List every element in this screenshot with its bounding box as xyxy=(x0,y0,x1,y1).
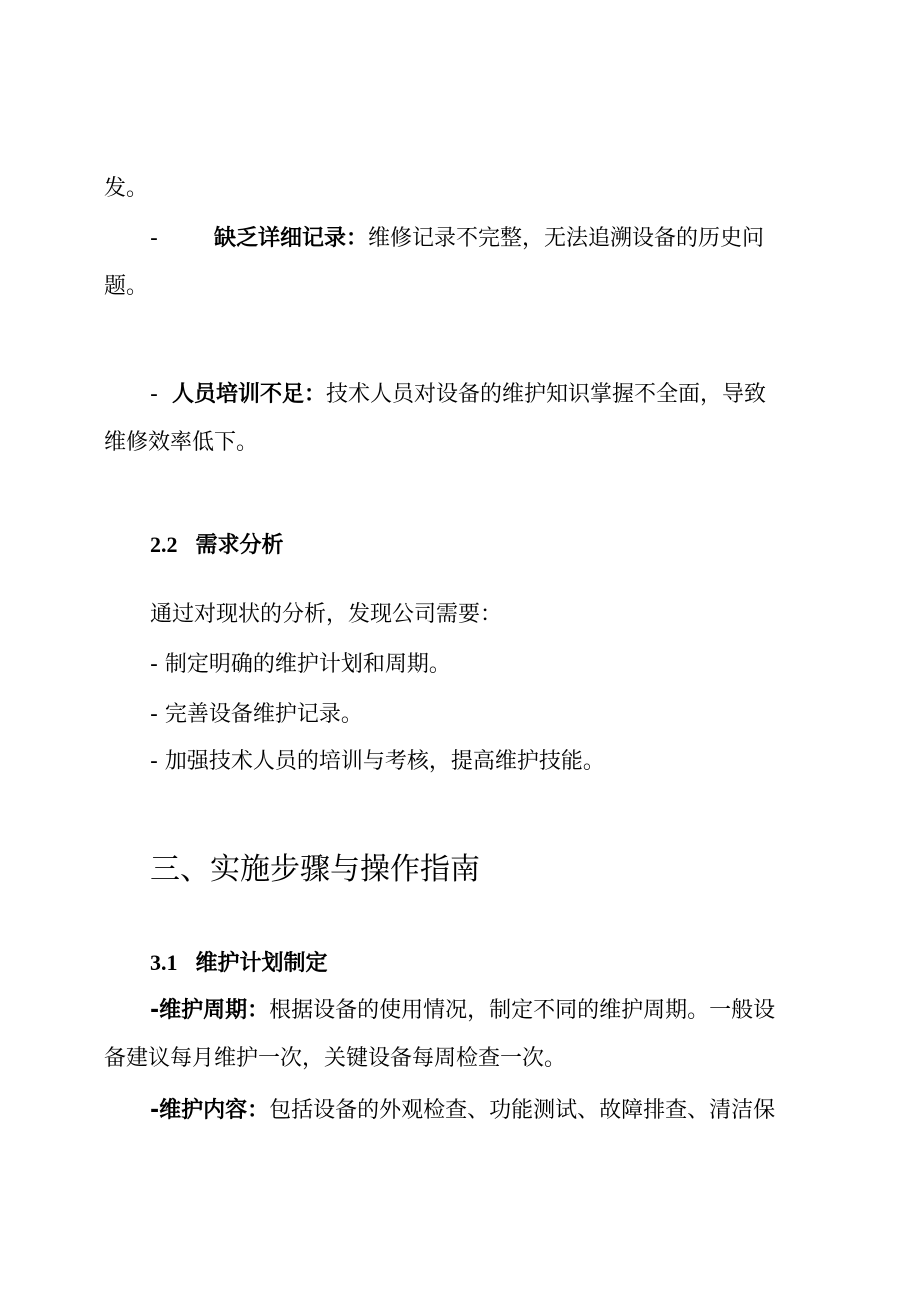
needs-list-item xyxy=(150,650,451,680)
needs-item-text: - 制定明确的维护计划和周期。 xyxy=(150,652,451,677)
needs-list-item xyxy=(150,747,605,777)
issue-label: 缺乏详细记录： xyxy=(214,226,369,251)
section-number: 2.2 xyxy=(150,532,178,557)
plan-item-label: -维护内容： xyxy=(150,1098,270,1123)
needs-intro xyxy=(150,600,502,630)
plan-item-content xyxy=(150,1096,775,1126)
chapter-title: 三、实施步骤与操作指南 xyxy=(150,852,480,887)
needs-item-text: - 加强技术人员的培训与考核，提高维护技能。 xyxy=(150,749,605,774)
issue-item-training xyxy=(150,380,766,410)
issue-text: 技术人员对设备的维护知识掌握不全面，导致 xyxy=(326,382,767,407)
plan-item-cycle xyxy=(150,996,775,1026)
needs-item-text: - 完善设备维护记录。 xyxy=(150,702,363,727)
needs-list-item xyxy=(150,700,363,730)
plan-item-text: 根据设备的使用情况，制定不同的维护周期。一般设 xyxy=(269,998,776,1023)
paragraph-tail-text: 发。 xyxy=(104,176,149,201)
plan-item-cycle-continued xyxy=(104,1044,566,1074)
bullet-dash: - xyxy=(150,226,158,251)
issue-text: 题。 xyxy=(104,274,149,299)
plan-item-text: 备建议每月维护一次，关键设备每周检查一次。 xyxy=(104,1046,567,1071)
paragraph-continuation xyxy=(104,174,148,204)
issue-text: 维修记录不完整，无法追溯设备的历史问 xyxy=(368,226,765,251)
issue-text: 维修效率低下。 xyxy=(104,430,259,455)
section-number: 3.1 xyxy=(150,950,178,975)
section-title: 维护计划制定 xyxy=(195,951,328,976)
bullet-dash: - xyxy=(150,382,158,407)
issue-item-records-continued xyxy=(104,272,148,302)
issue-item-training-continued xyxy=(104,428,258,458)
needs-intro-text: 通过对现状的分析，发现公司需要： xyxy=(150,602,503,627)
plan-item-label: -维护周期： xyxy=(150,998,270,1023)
section-heading-3-1 xyxy=(150,948,328,979)
section-heading-2-2 xyxy=(150,530,284,561)
plan-item-text: 包括设备的外观检查、功能测试、故障排查、清洁保 xyxy=(269,1098,776,1123)
issue-item-records xyxy=(150,224,764,254)
chapter-heading xyxy=(150,850,480,890)
section-title: 需求分析 xyxy=(195,533,284,558)
issue-label: 人员培训不足： xyxy=(172,382,327,407)
